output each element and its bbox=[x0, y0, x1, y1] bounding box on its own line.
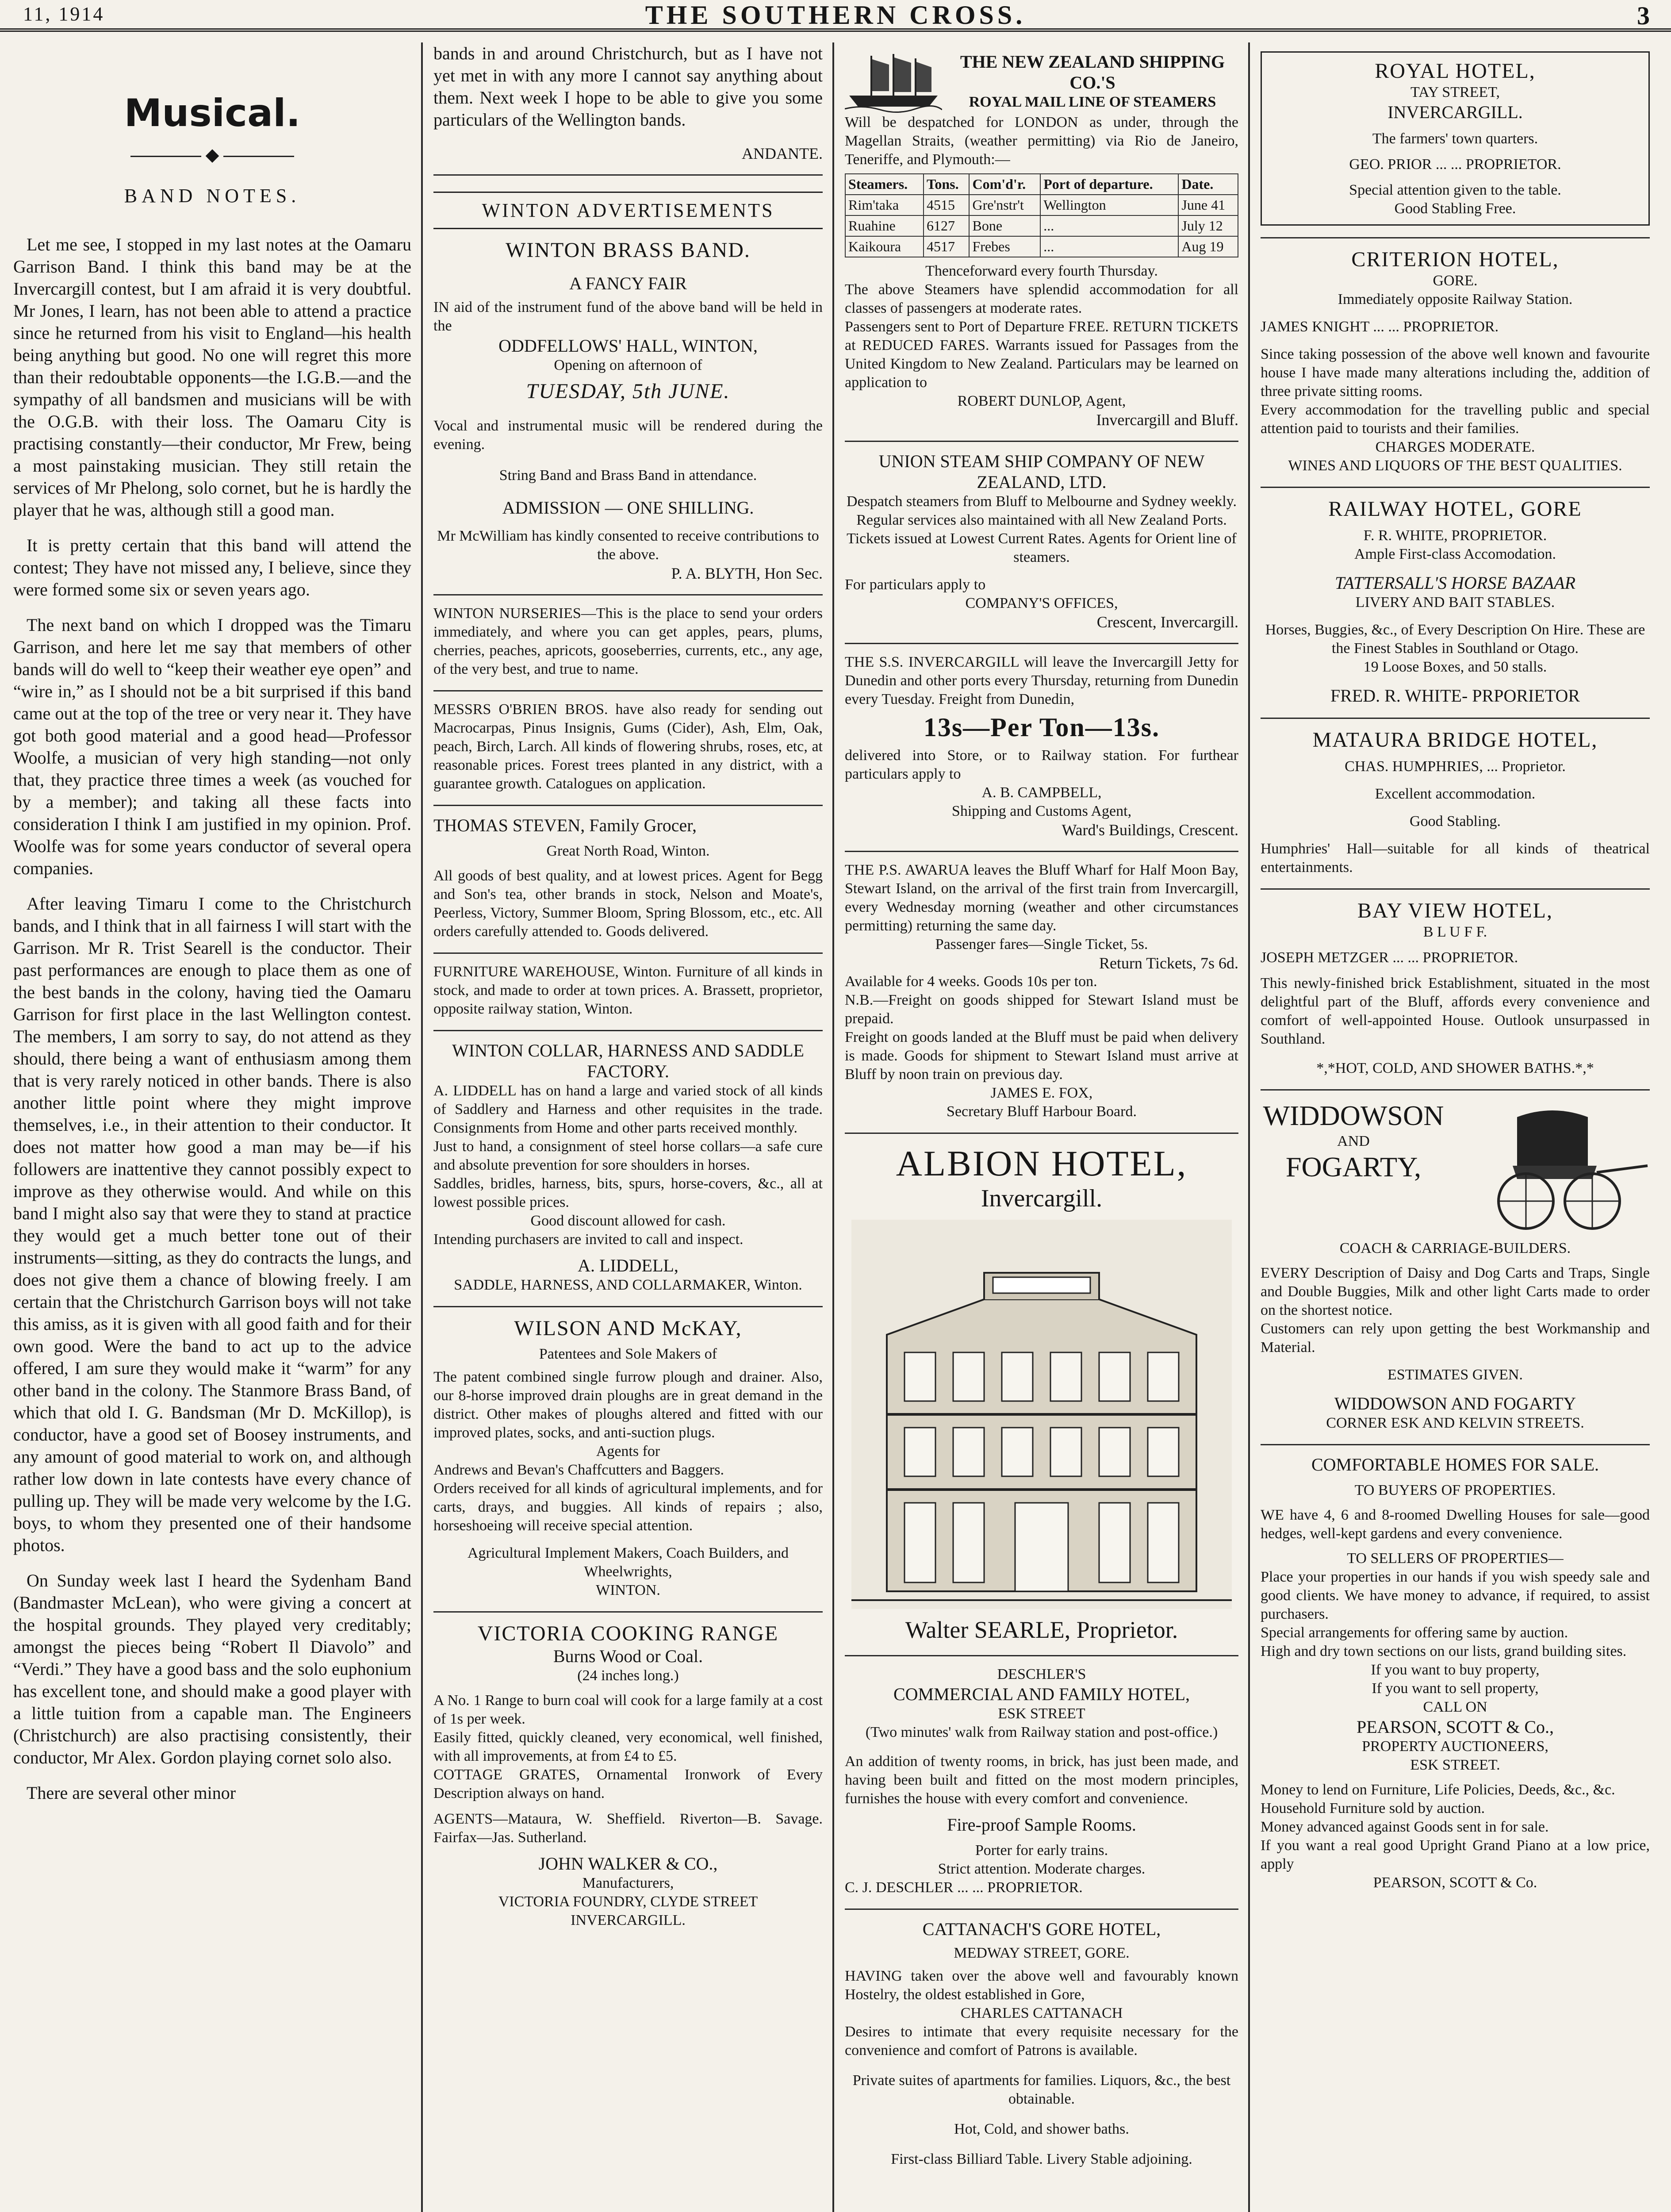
table-cell: Gre'nstr't bbox=[969, 195, 1040, 215]
column-rule bbox=[421, 42, 423, 2212]
ad-town: Invercargill. bbox=[981, 1185, 1103, 1212]
ad-title: WINTON BRASS BAND. bbox=[506, 238, 751, 262]
ad-body: EVERY Description of Daisy and Dog Carts and Traps, Single and Double Buggies, Milk and other light Carts made to order on the shortest notice. bbox=[1261, 1265, 1650, 1318]
ad-body: THE P.S. AWARUA leaves the Bluff Wharf for Half Moon Bay, Stewart Island, on the arrival of the first train from Invercargill, every Wednesday morning (weather and other circumstances permitting) returning the same day. bbox=[845, 862, 1238, 934]
nz-shipping-ad bbox=[845, 42, 1238, 442]
ad-body: N.B.—Freight on goods shipped for Stewart Island must be prepaid. bbox=[845, 992, 1238, 1027]
ad-body: HAVING taken over the above well and favourably known Hostelry, the oldest established in Gore, bbox=[845, 1968, 1238, 2003]
ad-signature: JAMES E. FOX, bbox=[990, 1085, 1093, 1101]
ad-body: The farmers' town quarters. bbox=[1372, 131, 1538, 147]
ad-body: Good Stabling Free. bbox=[1394, 200, 1516, 217]
ad-body: Humphries' Hall—suitable for all kinds of theatrical entertainments. bbox=[1261, 841, 1650, 876]
table-cell: Rim'taka bbox=[845, 195, 924, 215]
ss-invercargill-ad bbox=[845, 644, 1238, 852]
ad-maker: JOHN WALKER & CO., bbox=[538, 1854, 718, 1874]
article-paragraph: The next band on which I dropped was the Timaru Garrison, and here let me say that members of other bands will do well to “keep their weather eye open” and “wire in,” as I should not be a bit surprised if this band came out at the top of the tree or very near it. They have got both good material and a good head—Professor Woolfe, a musician of very high standing—not only that, they practice three times a week (as vouched for by a member); and taking all these facts into consideration I think I am justified in my opinion. Prof. Woolfe was for some years conductor of several opera companies. bbox=[13, 615, 411, 878]
deschler-hotel-ad bbox=[845, 1656, 1238, 1910]
ad-body: LIVERY AND BAIT STABLES. bbox=[1355, 594, 1555, 611]
table-cell: July 12 bbox=[1178, 215, 1238, 236]
hotel-building-illustration bbox=[851, 1220, 1232, 1609]
ad-body: Saddles, bridles, harness, bits, spurs, horse-covers, &c., all at lowest possible prices. bbox=[433, 1175, 823, 1210]
table-cell: ... bbox=[1040, 215, 1178, 236]
ad-body: An addition of twenty rooms, in brick, has just been made, and having been built and fitted on the most modern principles, furnishes the house with every comfort and convenience. bbox=[845, 1753, 1238, 1807]
ad-signature: A. B. CAMPBELL, bbox=[981, 784, 1102, 801]
table-row bbox=[845, 236, 1238, 257]
article-paragraph: After leaving Timaru I come to the Christchurch bands, and I think that in all fairness I will start with the Garrison. Mr R. Trist Searell is the conductor. Their past performances are enough to place them as one of the best bands in the colony, having tied the Oamaru Garrison for first place in the last Wellington contest. The members, I am sorry to say, do not attend as they should, there being a want of enthusiasm among them that is very rarely noticed in other bands. There is also another little point where they might improve themselves, i.e., in their attention to their conductor. It does not matter how good a man may be—if his followers are inattentive they cannot possibly expect to improve as they otherwise would. And while on this band I might also say that were they to stand at practice they would get a much better tone out of their instruments—sitting, as they do contracts the lungs, and does not give them a chance of blowing freely. I am certain that the Christchurch Garrison boys will not take this amiss, as it is given with all good faith and for their own good. Were the band to act up to the advice offered, I am sure they would make it “warm” for any other band in the colony. The Stanmore Brass Band, of which that old I. G. Bandsman (Mr D. McKillop), is conductor, have a good set of Boosey instruments, and any amount of good material to work on, and although rather low down in late contests have every chance of pulling up. They will be made very welcome by the I.G. boys, to whom they presented one of their handsome photos. bbox=[13, 894, 411, 1555]
ad-title: THOMAS STEVEN, Family Grocer, bbox=[433, 815, 697, 835]
steven-grocer-ad bbox=[433, 806, 823, 954]
ad-proprietor: JAMES KNIGHT ... ... PROPRIETOR. bbox=[1261, 319, 1499, 335]
ad-body: Porter for early trains. bbox=[975, 1842, 1108, 1859]
ad-town: WINTON. bbox=[596, 1582, 660, 1598]
ad-body: ESTIMATES GIVEN. bbox=[1387, 1367, 1523, 1383]
ad-title: COMMERCIAL AND FAMILY HOTEL, bbox=[893, 1684, 1190, 1704]
ad-name: CHARLES CATTANACH bbox=[960, 2005, 1123, 2021]
column-musical bbox=[13, 42, 420, 2212]
ad-signature: Ward's Buildings, Crescent. bbox=[1062, 821, 1238, 839]
ad-title: CATTANACH'S GORE HOTEL, bbox=[922, 1919, 1161, 1939]
ad-body: MESSRS O'BRIEN BROS. have also ready for sending out Macrocarpas, Pinus Insignis, Gums (Cider), Ash, Elm, Oak, peach, Birch, Larch. All kinds of flowering shrubs, roses, etc, at reasonable prices. Forest trees planted in any district, with a guarantee growth. Catalogues on application. bbox=[433, 701, 823, 792]
ad-body: Crescent, Invercargill. bbox=[1096, 613, 1238, 631]
ad-title: COMFORTABLE HOMES FOR SALE. bbox=[1311, 1455, 1599, 1475]
ad-signature: P. A. BLYTH, Hon Sec. bbox=[671, 565, 823, 582]
ad-body: 19 Loose Boxes, and 50 stalls. bbox=[1363, 659, 1547, 675]
obrien-ad bbox=[433, 691, 823, 806]
ad-body: VICTORIA FOUNDRY, CLYDE STREET bbox=[498, 1893, 758, 1910]
widdowson-fogarty-ad bbox=[1261, 1091, 1650, 1445]
ad-subtitle: Burns Wood or Coal. bbox=[553, 1646, 703, 1666]
ad-venue: ODDFELLOWS' HALL, WINTON, bbox=[498, 336, 758, 356]
ad-body: Return Tickets, 7s 6d. bbox=[1099, 954, 1238, 972]
article-paragraph: There are several other minor bbox=[27, 1783, 236, 1803]
ad-proprietor: GEO. PRIOR ... ... PROPRIETOR. bbox=[1349, 156, 1561, 173]
ad-opening: Opening on afternoon of bbox=[554, 357, 702, 373]
ad-body: Fire-proof Sample Rooms. bbox=[947, 1815, 1136, 1835]
ad-body: Money to lend on Furniture, Life Policies, Deeds, &c., &c. bbox=[1261, 1782, 1615, 1798]
ad-signature: Invercargill and Bluff. bbox=[1096, 411, 1238, 429]
table-cell: Kaikoura bbox=[845, 236, 924, 257]
ad-title: ROYAL MAIL LINE OF STEAMERS bbox=[969, 94, 1216, 110]
ad-admission: ADMISSION — ONE SHILLING. bbox=[502, 498, 754, 518]
ad-body: High and dry town sections on our lists, grand building sites. bbox=[1261, 1643, 1627, 1659]
ps-awarua-ad bbox=[845, 852, 1238, 1134]
sailing-schedule-table bbox=[845, 173, 1238, 257]
ad-street: ESK STREET. bbox=[1410, 1757, 1500, 1773]
ad-body: Excellent accommodation. bbox=[1375, 786, 1536, 802]
ad-town: INVERCARGILL. bbox=[571, 1912, 686, 1928]
ad-body: The above Steamers have splendid accommodation for all classes of passengers at moderate rates. bbox=[845, 281, 1238, 316]
ad-body: Orders received for all kinds of agricultural implements, and for carts, drays, and buggies. All kinds of repairs ; also, horseshoeing will receive special attention. bbox=[433, 1480, 823, 1534]
ad-signature: Secretary Bluff Harbour Board. bbox=[947, 1103, 1137, 1120]
ad-title: VICTORIA COOKING RANGE bbox=[477, 1622, 779, 1645]
ad-body: Freight on goods landed at the Bluff must be paid when delivery is made. Goods for shipment to Stewart Island must arrive at Bluff by noon train on previous day. bbox=[845, 1029, 1238, 1083]
masthead bbox=[0, 0, 1671, 32]
victoria-range-ad bbox=[433, 1613, 823, 1941]
ad-body: Private suites of apartments for families. Liquors, &c., the best obtainable. bbox=[852, 2072, 1231, 2107]
section-heading: Musical. bbox=[124, 91, 301, 135]
ad-title: THE NEW ZEALAND SHIPPING CO.'S bbox=[960, 52, 1225, 92]
ad-body: First-class Billiard Table. Livery Stable adjoining. bbox=[891, 2151, 1192, 2167]
ad-body: Manufacturers, bbox=[582, 1875, 674, 1891]
ad-proprietor: F. R. WHITE, PROPRIETOR. bbox=[1363, 527, 1547, 544]
article-paragraph: On Sunday week last I heard the Sydenham Band (Bandmaster McLean), who were giving a concert at the hospital grounds. They played very creditably; amongst the pieces being “Robert Il Diavolo” and “Verdi.” They have a good bass and the solo euphonium has excellent tone, and should make a good player with a little tuition from a capable man. The Engineers (Christchurch) are also practising consistently, their conductor, Mr Alex. Gordon playing cornet solo also. bbox=[13, 1571, 411, 1767]
issue-date: 11, 1914 bbox=[23, 3, 105, 25]
ad-body: Immediately opposite Railway Station. bbox=[1338, 291, 1573, 307]
ad-body: Intending purchasers are invited to call and inspect. bbox=[433, 1231, 744, 1248]
royal-hotel-ad bbox=[1261, 42, 1650, 238]
ad-body: AND bbox=[1337, 1133, 1370, 1149]
ad-body: For particulars apply to bbox=[845, 576, 986, 593]
page-number: 3 bbox=[1637, 1, 1650, 30]
criterion-hotel-ad bbox=[1261, 238, 1650, 488]
ad-body: Andrews and Bevan's Chaffcutters and Baggers. bbox=[433, 1462, 724, 1478]
column-rule bbox=[1248, 42, 1250, 2212]
ad-body: Mr McWilliam has kindly consented to receive contributions to the above. bbox=[437, 528, 819, 563]
ad-title: MATAURA BRIDGE HOTEL, bbox=[1312, 728, 1598, 752]
ad-body: WINES AND LIQUORS OF THE BEST QUALITIES. bbox=[1288, 457, 1622, 474]
ad-signature: CORNER ESK AND KELVIN STREETS. bbox=[1326, 1415, 1584, 1431]
ad-body: Good discount allowed for cash. bbox=[530, 1213, 726, 1229]
ad-title: CRITERION HOTEL, bbox=[1351, 248, 1559, 271]
table-cell: Bone bbox=[969, 215, 1040, 236]
ad-signature: FRED. R. WHITE- PRPORIETOR bbox=[1330, 686, 1580, 706]
ad-body: Despatch steamers from Bluff to Melbourne and Sydney weekly. bbox=[847, 493, 1237, 510]
ad-body: AGENTS—Mataura, W. Sheffield. Riverton—B. Savage. Fairfax—Jas. Sutherland. bbox=[433, 1811, 823, 1846]
ad-signature: Shipping and Customs Agent, bbox=[951, 803, 1132, 819]
ad-body: COMPANY'S OFFICES, bbox=[965, 595, 1118, 611]
ad-body: Vocal and instrumental music will be rendered during the evening. bbox=[433, 418, 823, 453]
ad-subtitle: TO BUYERS OF PROPERTIES. bbox=[1354, 1482, 1556, 1498]
cattanach-hotel-ad bbox=[845, 1910, 1238, 2180]
ad-body: WINTON NURSERIES—This is the place to send your orders immediately, and where you can get apples, pears, plums, cherries, peaches, apricots, gooseberries, currents, etc., any age, of the very best, and true to name. bbox=[433, 605, 823, 677]
article-continuation: bands in and around Christchurch, but as I have not yet met in with any more I cannot say anything about them. Next week I hope to be able to give you some particulars of the Wellington bands. bbox=[433, 43, 823, 130]
article-signature: ANDANTE. bbox=[742, 145, 823, 162]
ad-proprietor: CHAS. HUMPHRIES, ... Proprietor. bbox=[1345, 758, 1566, 775]
ad-firm: PROPERTY AUCTIONEERS, bbox=[1362, 1738, 1548, 1755]
ad-subtitle: A FANCY FAIR bbox=[569, 273, 687, 293]
subheading: BAND NOTES. bbox=[124, 185, 301, 207]
ad-body: Every accommodation for the travelling public and special attention paid to tourists and their families. bbox=[1261, 402, 1650, 437]
ad-body: A. LIDDELL has on hand a large and varied stock of all kinds of Saddlery and Harness and other requisites in the trade. Consignments from Home and other parts received monthly. bbox=[433, 1083, 823, 1136]
ad-body: Available for 4 weeks. Goods 10s per ton. bbox=[845, 973, 1097, 990]
ad-body: FURNITURE WAREHOUSE, Winton. Furniture of all kinds in stock, and made to order at town prices. A. Brassett, proprietor, opposite railway station, Winton. bbox=[433, 964, 823, 1017]
table-cell: Wellington bbox=[1040, 195, 1178, 215]
newspaper-title: THE SOUTHERN CROSS. bbox=[645, 0, 1026, 30]
ad-date: TUESDAY, 5th JUNE. bbox=[526, 380, 730, 403]
ad-body: Easily fitted, quickly cleaned, very economical, well finished, with all improvements, at from £4 to £5. bbox=[433, 1729, 823, 1764]
table-cell: Aug 19 bbox=[1178, 236, 1238, 257]
ad-signature: A. LIDDELL, bbox=[578, 1256, 678, 1275]
ad-body: IN aid of the instrument fund of the above band will be held in the bbox=[433, 299, 823, 334]
ad-body: CHARGES MODERATE. bbox=[1375, 439, 1535, 455]
ad-body: Passenger fares—Single Ticket, 5s. bbox=[935, 936, 1148, 952]
table-cell: 4515 bbox=[924, 195, 970, 215]
ad-town: INVERCARGILL. bbox=[1387, 102, 1523, 122]
column-shipping-hotels bbox=[836, 42, 1247, 2212]
ad-subtitle: TO SELLERS OF PROPERTIES— bbox=[1347, 1550, 1564, 1567]
ad-body: Ample First-class Accomodation. bbox=[1354, 546, 1556, 562]
table-cell: ... bbox=[1040, 236, 1178, 257]
ad-body: *,*HOT, COLD, AND SHOWER BATHS.*,* bbox=[1316, 1060, 1594, 1076]
ad-firm: PEARSON, SCOTT & Co., bbox=[1356, 1717, 1554, 1737]
table-cell: June 41 bbox=[1178, 195, 1238, 215]
article-paragraph: Let me see, I stopped in my last notes at the Oamaru Garrison Band. I think this band may be at the Invercargill contest, but I am afraid it is very doubtful. Mr Jones, I learn, has not been able to attend a practice since he returned from his visit to England—his health being anything but good. No one will regret this more than their redoubtable opponents—the I.G.B.—and the sympathy of all bandsmen and musicians will be with the O.G.B. with their loss. The Oamaru City is practising constantly—their conductor, Mr Frew, being a most painstaking musician. They still retain the services of Mr Phelong, solo cornet, but he is hardly the player that he was, although still a good man. bbox=[13, 234, 411, 520]
ad-title: WILSON AND McKAY, bbox=[514, 1317, 742, 1340]
ad-proprietor: JOSEPH METZGER ... ... PROPRIETOR. bbox=[1261, 949, 1518, 966]
bay-view-hotel-ad bbox=[1261, 890, 1650, 1091]
table-cell: Frebes bbox=[969, 236, 1040, 257]
ad-body: Strict attention. Moderate charges. bbox=[938, 1861, 1146, 1877]
ad-title: BAY VIEW HOTEL, bbox=[1357, 899, 1553, 922]
ad-pretitle: DESCHLER'S bbox=[997, 1666, 1086, 1682]
column-hotels bbox=[1252, 42, 1659, 2212]
ad-body: Passengers sent to Port of Departure FREE. RETURN TICKETS at REDUCED FARES. Warrants issued for Passages from the United Kingdom to New Zealand. Particulars may be learned on application to bbox=[845, 319, 1238, 391]
ad-subtitle: TATTERSALL'S HORSE BAZAAR bbox=[1334, 573, 1576, 593]
brass-band-ad bbox=[433, 229, 823, 595]
ornament-divider: ◆ bbox=[13, 144, 411, 165]
ad-body: Money advanced against Goods sent in for sale. bbox=[1261, 1819, 1549, 1835]
carriage-icon bbox=[1464, 1099, 1650, 1232]
ad-body: Thenceforward every fourth Thursday. bbox=[925, 263, 1158, 279]
ad-body: Household Furniture sold by auction. bbox=[1261, 1800, 1485, 1816]
sailing-ship-icon bbox=[845, 51, 942, 113]
ad-body: CALL ON bbox=[1423, 1699, 1487, 1715]
ad-street: TAY STREET, bbox=[1410, 84, 1500, 100]
ad-body: Since taking possession of the above well known and favourite house I have made many alterations including the, addition of three private sitting rooms. bbox=[1261, 346, 1650, 399]
ad-body: Horses, Buggies, &c., of Every Description On Hire. These are the Finest Stables in Southland or Otago. bbox=[1265, 622, 1645, 657]
table-header: Tons. bbox=[924, 174, 970, 195]
ad-body: THE S.S. INVERCARGILL will leave the Invercargill Jetty for Dunedin and other ports every Thursday, returning from Dunedin every Tuesday. Freight from Dunedin, bbox=[845, 654, 1238, 707]
table-header: Com'd'r. bbox=[969, 174, 1040, 195]
winton-section-header: WINTON ADVERTISEMENTS bbox=[433, 192, 823, 229]
ad-body: All goods of best quality, and at lowest prices. Agent for Begg and Son's tea, other brands in stock, Nelson and Moate's, Peerless, Victory, Summer Bloom, Spring Blossom, etc., etc. All orders carefully attended to. Goods delivered. bbox=[433, 868, 823, 940]
freight-price: 13s—Per Ton—13s. bbox=[923, 713, 1160, 742]
ad-address: Great North Road, Winton. bbox=[546, 843, 710, 859]
ad-body: Agricultural Implement Makers, Coach Builders, and Wheelwrights, bbox=[467, 1545, 789, 1580]
ad-body: Agents for bbox=[596, 1443, 660, 1459]
ad-body: WE have 4, 6 and 8-roomed Dwelling Houses for sale—good hedges, well-kept gardens and every convenience. bbox=[1261, 1507, 1650, 1542]
ad-body: The patent combined single furrow plough and drainer. Also, our 8-horse improved drain ploughs are in great demand in the district. Other makes of ploughs altered and fitted with our improved plates, socks, and anti-suction plugs. bbox=[433, 1369, 823, 1441]
ad-signature: SADDLE, HARNESS, AND COLLARMAKER, Winton. bbox=[454, 1277, 802, 1293]
ad-title: WIDDOWSON bbox=[1263, 1100, 1444, 1131]
table-header: Port of departure. bbox=[1040, 174, 1178, 195]
ad-proprietor: Walter SEARLE, Proprietor. bbox=[905, 1617, 1178, 1643]
ad-body: Customers can rely upon getting the best Workmanship and Material. bbox=[1261, 1321, 1650, 1356]
ad-title: WINTON COLLAR, HARNESS AND SADDLE FACTORY. bbox=[452, 1041, 804, 1081]
ad-body: If you want to buy property, bbox=[1371, 1662, 1540, 1678]
ad-town: B L U F F. bbox=[1423, 924, 1487, 940]
ad-body: (Two minutes' walk from Railway station and post-office.) bbox=[865, 1724, 1218, 1740]
ad-signature: PEARSON, SCOTT & Co. bbox=[1373, 1874, 1537, 1891]
ad-town: GORE. bbox=[1433, 273, 1478, 289]
nurseries-ad bbox=[433, 595, 823, 691]
column-winton bbox=[425, 42, 832, 2212]
ad-proprietor: C. J. DESCHLER ... ... PROPRIETOR. bbox=[845, 1879, 1083, 1896]
ad-body: If you want a real good Upright Grand Piano at a low price, apply bbox=[1261, 1837, 1650, 1872]
table-cell: 4517 bbox=[924, 236, 970, 257]
ad-signature: WIDDOWSON AND FOGARTY bbox=[1334, 1394, 1576, 1413]
ad-title: ROYAL HOTEL, bbox=[1375, 59, 1536, 83]
ad-trade: COACH & CARRIAGE-BUILDERS. bbox=[1339, 1240, 1571, 1256]
ad-body: A No. 1 Range to burn coal will cook for a large family at a cost of 1s per week. bbox=[433, 1692, 823, 1727]
ad-body: delivered into Store, or to Railway station. For furthear particulars apply to bbox=[845, 747, 1238, 782]
ad-body: Tickets issued at Lowest Current Rates. Agents for Orient line of steamers. bbox=[847, 530, 1237, 565]
ad-body: Desires to intimate that every requisite necessary for the convenience and comfort of Patrons is available. bbox=[845, 2024, 1238, 2058]
ad-body: This newly-finished brick Establishment, situated in the most delightful part of the Bluff, affords every convenience and comfort of well-appointed House. Outlook unsurpassed in Southland. bbox=[1261, 975, 1650, 1047]
furniture-ad bbox=[433, 954, 823, 1031]
ad-body: Will be despatched for LONDON as under, through the Magellan Straits, (weather permitting) via Rio de Janeiro, Teneriffe, and Plymouth:— bbox=[845, 114, 1238, 168]
table-row bbox=[845, 195, 1238, 215]
railway-hotel-ad bbox=[1261, 488, 1650, 719]
ad-body: COTTAGE GRATES, Ornamental Ironwork of Every Description always on hand. bbox=[433, 1767, 823, 1801]
ad-title: FOGARTY, bbox=[1285, 1151, 1422, 1183]
ad-body: Special arrangements for offering same by auction. bbox=[1261, 1624, 1568, 1641]
table-cell: 6127 bbox=[924, 215, 970, 236]
table-header: Date. bbox=[1178, 174, 1238, 195]
ad-street: MEDWAY STREET, GORE. bbox=[954, 1945, 1130, 1961]
table-header: Steamers. bbox=[845, 174, 924, 195]
ad-body: Just to hand, a consignment of steel horse collars—a safe cure and absolute prevention for sore shoulders in horses. bbox=[433, 1138, 823, 1173]
albion-hotel-ad bbox=[845, 1134, 1238, 1656]
ad-subtitle: Patentees and Sole Makers of bbox=[539, 1346, 717, 1362]
pearson-scott-ad bbox=[1261, 1445, 1650, 1904]
ad-body: Special attention given to the table. bbox=[1349, 182, 1561, 198]
article-paragraph: It is pretty certain that this band will attend the contest; They have not missed any, I believe, since they were formed some six or seven years ago. bbox=[13, 535, 411, 599]
union-steamship-ad bbox=[845, 442, 1238, 644]
table-row bbox=[845, 215, 1238, 236]
column-rule bbox=[832, 42, 834, 2212]
ad-body: If you want to sell property, bbox=[1372, 1680, 1539, 1697]
mataura-hotel-ad bbox=[1261, 719, 1650, 890]
ad-street: ESK STREET bbox=[998, 1705, 1085, 1722]
ad-body: String Band and Brass Band in attendance. bbox=[499, 467, 757, 484]
ad-body: Good Stabling. bbox=[1410, 813, 1501, 830]
table-cell: Ruahine bbox=[845, 215, 924, 236]
collar-harness-ad bbox=[433, 1031, 823, 1307]
ad-title: ALBION HOTEL, bbox=[896, 1143, 1188, 1183]
wilson-mckay-ad bbox=[433, 1307, 823, 1613]
ad-subtitle: (24 inches long.) bbox=[577, 1667, 679, 1684]
ad-title: UNION STEAM SHIP COMPANY OF NEW ZEALAND, LTD. bbox=[878, 451, 1205, 492]
ad-body: Place your properties in our hands if you wish speedy sale and good clients. We have money to advance, if required, to assist purchasers. bbox=[1261, 1569, 1650, 1622]
ad-signature: ROBERT DUNLOP, Agent, bbox=[957, 393, 1126, 409]
ad-title: RAILWAY HOTEL, GORE bbox=[1328, 497, 1582, 521]
ad-body: Hot, Cold, and shower baths. bbox=[954, 2121, 1129, 2137]
ad-body: Regular services also maintained with all New Zealand Ports. bbox=[856, 512, 1227, 528]
